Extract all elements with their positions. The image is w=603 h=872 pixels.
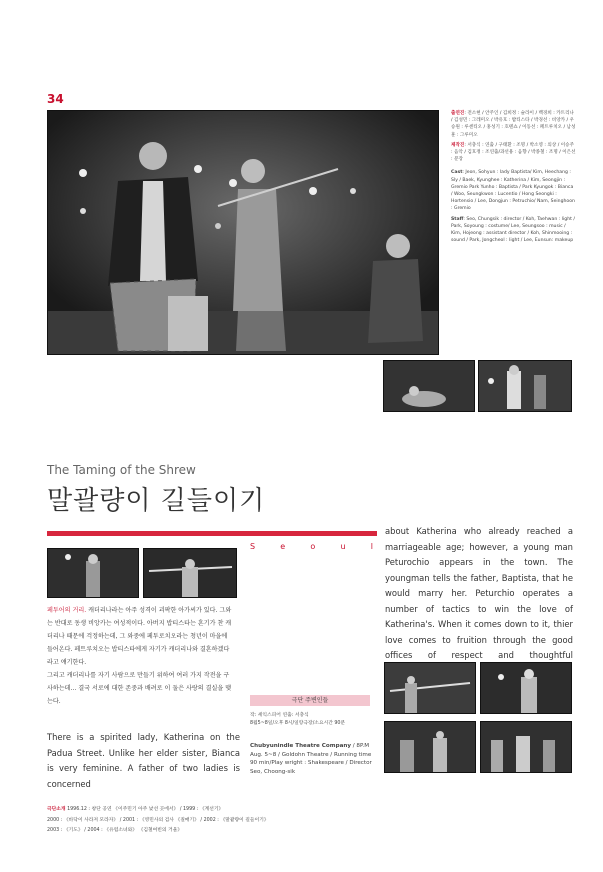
gallery-photo-4 (480, 721, 572, 773)
company-history (47, 805, 377, 837)
company-details: / 8P.M Aug. 5~8 / Goldohn Theatre / Running time 90 min/Play wright : Shakespeare / Director Seo, Choong-sik (250, 743, 372, 775)
synopsis-paragraph-1: 캐더리나라는 아주 성격이 괴팍한 아가씨가 있다. 그와는 반대로 동생 비앙카는 여성적이다. 아버지 밥티스타는 혼기가 찬 캐더리나 때문에 걱정하는데, 그 와중에 페투로치오라는 청년이 마을에 들어온다. 페트루치오는 밥티스타에게 자기가 캐더리나와 결혼하겠다라고 얘기한다. (47, 607, 232, 666)
synopsis-paragraph-2: 그리고 캐더리나를 자기 사람으로 만들기 위하여 여러 가지 작전을 구사하는데... 결국 서로에 대한 존중과 배려로 이 둘은 사랑의 결실을 맺는다. (47, 672, 232, 705)
staff-ko-text: : 서충식 : 연출 / 구태환 : 조명 / 박소영 : 의상 / 이승주 : 음악 / 김호정 : 조연출/과선용 : 음향 / 박종철 : 조명 / 이은선 : 분장 (451, 142, 576, 163)
info-ko-line-2: 8월5~8일/오후 8시/일랑극장/소요시간 90분 (250, 721, 346, 726)
gallery-photo-2 (480, 662, 572, 714)
city-letter: e (280, 542, 288, 551)
city-letter: o (310, 542, 318, 551)
staff-en-label: Staff (451, 216, 464, 222)
english-synopsis-part-2: about Katherina who already reached a marriageable age; however, a young man Peturochio appears in the town. The youngman tells the father, Baptista, that he would marry her. Peturchio operates a number of tactics to win the love of Katherina's. When it comes down to it, thier love comes to fruition through the good offices of respect and thoughtful (385, 526, 573, 660)
gallery-photo-1 (384, 662, 476, 714)
city-label-seoul (250, 542, 375, 551)
side-photo-2 (478, 360, 572, 412)
cast-en-label: Cast (451, 170, 463, 176)
synopsis-lead: 페투어의 거리. (47, 607, 87, 614)
red-divider-bar (47, 531, 377, 536)
company-info-heading: 극단 주변인들 (250, 695, 370, 706)
history-line-1: 1996.12 : 창단 공연 《이주민기 아주 낯선 곳에서》 / 1999 : 《계선기》 (65, 807, 224, 812)
history-line-2: 2000 : 《바닥이 사라져 모라자》 / 2001 : 《영민사의 검사 《질매기》 / 2002 : 《말괄량이 길들이기》 (47, 817, 269, 823)
history-line-3: 2003 : 《기도》 / 2004 : 《유럽소녀와》 《김철여빈의 거울》 (47, 828, 183, 833)
history-label: 극단소개 (47, 807, 66, 812)
city-letter: l (370, 542, 375, 551)
title-english: The Taming of the Shrew (47, 463, 196, 477)
page-number: 34 (47, 92, 64, 106)
scene-photo-2 (143, 548, 237, 598)
city-letter: u (340, 542, 348, 551)
main-stage-photo (47, 110, 439, 355)
korean-synopsis (47, 604, 235, 708)
city-letter: S (250, 542, 258, 551)
info-ko-line-1: 작: 셰익스피어 연출: 서충식 (250, 713, 309, 718)
staff-ko-label: 제작진 (451, 142, 465, 148)
side-photo-1 (383, 360, 475, 412)
english-synopsis-part-1: There is a spirited lady, Katherina on the Padua Street. Unlike her elder sister, Bianca is very feminine. A father of two ladies is concerned (47, 732, 240, 789)
company-name: Chubyunindle Theatre Company (250, 743, 351, 749)
staff-en-text: : Seo, Chungsik : director / Koh, Taehwan : light / Park, Soyoung : costume/ Lee, Seungsoo : music / Kim, Hojeong : assistant director / Koh, Shinmooing : sound / Park, Jongcheol : light / Lee, Eunsun: makeup (451, 216, 575, 244)
title-korean: 말괄량이 길들이기 (47, 486, 266, 516)
cast-ko-text: : 전소현 / 안주인 / 김희정 : 슬라이 / 백경희 : 카트리나 / 김성민 : 그레미오 / 박유호 : 밥티스타 / 박경선 : 비앙카 / 우승원 : 루센티오 / 홍성기 : 호텐쇼 / 이동선 : 페트루치오 / 남성훈 : 그루미오 (451, 111, 576, 138)
credits-column (451, 110, 576, 247)
gallery-photo-3 (384, 721, 476, 773)
cast-ko-label: 출연진 (451, 111, 465, 116)
scene-photo-1 (47, 548, 139, 598)
company-info-korean (250, 712, 375, 728)
cast-en-text: : Jeon, Sohyun : lady Baptista/ Kim, Heechang : Sly / Baek, Kyunghee : Katherina / Kim, Seongjin : Gremio Park Yunho : Baptista / Park Kyungok : Bianca / Woo, Seungkwon : Lucentio / Hong Seongki : Hortensio / Lee, Dongjun : Petruchio/ Nam, Seinghoon : Gremio (451, 170, 575, 212)
company-info-english (250, 742, 375, 776)
